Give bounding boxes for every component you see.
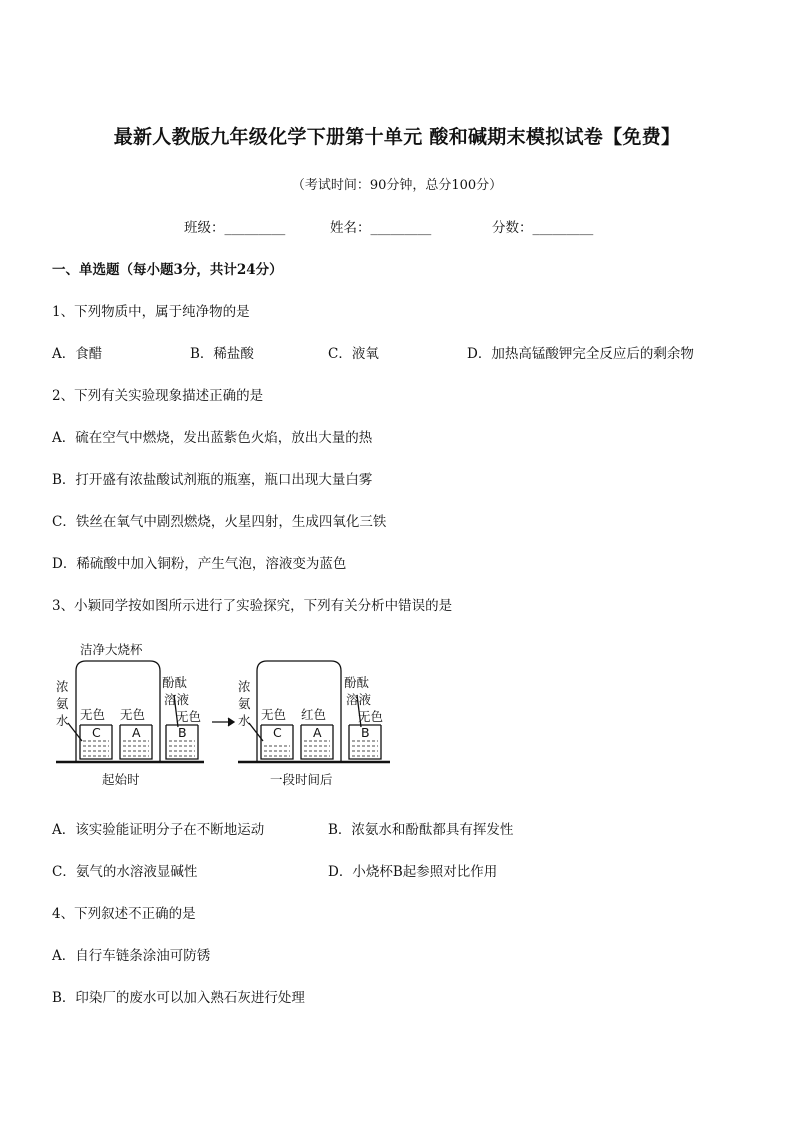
student-info-row: [184, 216, 593, 236]
question-1-stem: 1、下列物质中，属于纯净物的是: [52, 304, 250, 320]
beaker-b-label: B: [178, 725, 187, 740]
beaker-c-color-after: 无色: [261, 707, 287, 722]
ammonia-label-2-after: 氨: [238, 696, 251, 711]
beaker-a-label-after: A: [313, 725, 322, 740]
question-1-option-a[interactable]: A．食醋: [52, 346, 103, 362]
question-3-stem: 3、小颖同学按如图所示进行了实验探究，下列有关分析中错误的是: [52, 598, 453, 614]
phenol-label-2: 溶液: [164, 692, 190, 707]
question-4-option-a[interactable]: A．自行车链条涂油可防锈: [52, 948, 211, 964]
exam-title: 最新人教版九年级化学下册第十单元 酸和碱期末模拟试卷【免费】: [113, 126, 681, 148]
ammonia-label-2: 氨: [56, 696, 69, 711]
question-2-stem: 2、下列有关实验现象描述正确的是: [52, 388, 264, 404]
question-3-option-b[interactable]: B．浓氨水和酚酞都具有挥发性: [328, 822, 514, 838]
big-beaker-label: 洁净大烧杯: [80, 642, 143, 657]
beaker-c-label-after: C: [273, 725, 282, 740]
name-field[interactable]: 姓名：_________: [330, 220, 432, 236]
beaker-c-label: C: [92, 725, 101, 740]
beaker-b-color: 无色: [176, 709, 202, 724]
caption-end: 一段时间后: [270, 772, 333, 787]
ammonia-label-1: 浓: [56, 679, 69, 694]
beaker-a-color: 无色: [120, 707, 146, 722]
question-2-option-c[interactable]: C．铁丝在氧气中剧烈燃烧，火星四射，生成四氧化三铁: [52, 514, 387, 530]
question-2-option-b[interactable]: B．打开盛有浓盐酸试剂瓶的瓶塞，瓶口出现大量白雾: [52, 472, 373, 488]
question-3-option-d[interactable]: D．小烧杯B起参照对比作用: [328, 864, 498, 880]
question-3-option-a[interactable]: A．该实验能证明分子在不断地运动: [52, 822, 265, 838]
question-1-option-d[interactable]: D．加热高锰酸钾完全反应后的剩余物: [467, 346, 694, 362]
caption-start: 起始时: [102, 772, 140, 787]
experiment-figure: [52, 635, 412, 790]
beaker-b-color-after: 无色: [358, 709, 384, 724]
beaker-a-color-after: 红色: [301, 707, 327, 722]
question-4-option-b[interactable]: B．印染厂的废水可以加入熟石灰进行处理: [52, 990, 305, 1006]
section-heading: 一、单选题（每小题3分，共计24分）: [52, 262, 283, 278]
ammonia-label-1-after: 浓: [238, 679, 251, 694]
question-1-option-b[interactable]: B．稀盐酸: [190, 346, 254, 362]
question-2-option-d[interactable]: D．稀硫酸中加入铜粉，产生气泡，溶液变为蓝色: [52, 556, 347, 572]
phenol-label-2-after: 溶液: [346, 692, 372, 707]
phenol-label-1: 酚酞: [162, 675, 188, 690]
exam-subtitle: （考试时间：90分钟，总分100分）: [291, 178, 503, 193]
ammonia-label-3: 水: [56, 713, 69, 728]
question-1-option-c[interactable]: C．液氧: [328, 346, 379, 362]
beaker-b-label-after: B: [361, 725, 370, 740]
class-field[interactable]: 班级：_________: [184, 220, 286, 236]
beaker-a-label: A: [132, 725, 141, 740]
score-field[interactable]: 分数：_________: [492, 220, 594, 236]
phenol-label-1-after: 酚酞: [344, 675, 370, 690]
question-3-option-c[interactable]: C．氨气的水溶液显碱性: [52, 864, 198, 880]
question-4-stem: 4、下列叙述不正确的是: [52, 906, 196, 922]
question-2-option-a[interactable]: A．硫在空气中燃烧，发出蓝紫色火焰，放出大量的热: [52, 430, 373, 446]
ammonia-label-3-after: 水: [238, 713, 251, 728]
beaker-c-color: 无色: [80, 707, 106, 722]
